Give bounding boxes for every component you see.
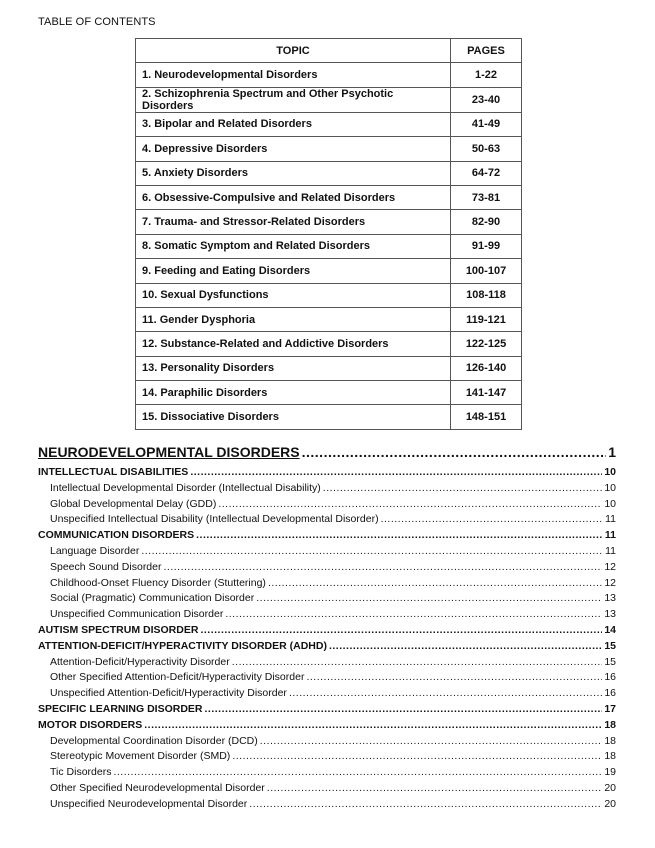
toc-section-entry[interactable] (38, 702, 616, 718)
toc-leader-dots (302, 441, 607, 463)
toc-subsection-entry[interactable] (38, 591, 616, 607)
pages-cell: 100-107 (451, 259, 522, 283)
pages-cell: 82-90 (451, 210, 522, 234)
toc-leader-dots (144, 718, 602, 734)
topic-cell: 10. Sexual Dysfunctions (136, 283, 451, 307)
toc-entry-label: Other Specified Attention-Deficit/Hyperactivity Disorder (50, 671, 305, 684)
toc-entry-page: 11 (605, 544, 616, 557)
pages-cell: 126-140 (451, 356, 522, 380)
toc-leader-dots (249, 797, 602, 813)
pages-cell: 119-121 (451, 307, 522, 331)
toc-entry-page: 18 (604, 734, 616, 747)
topics-table-body (136, 63, 522, 429)
table-row (136, 356, 522, 380)
toc-subsection-entry[interactable] (38, 781, 616, 797)
toc-entry-label: AUTISM SPECTRUM DISORDER (38, 623, 199, 636)
toc-leader-dots (196, 528, 603, 544)
toc-entry-page: 19 (604, 766, 616, 779)
topic-cell: 1. Neurodevelopmental Disorders (136, 63, 451, 87)
toc-entry-page: 15 (604, 655, 616, 668)
topic-cell: 15. Dissociative Disorders (136, 405, 451, 429)
toc-subsection-entry[interactable] (38, 797, 616, 813)
topic-cell: 14. Paraphilic Disorders (136, 381, 451, 405)
toc-entry-label: Unspecified Communication Disorder (50, 608, 224, 621)
toc-entry-page: 10 (604, 481, 616, 494)
toc-leader-dots (381, 512, 604, 528)
toc-entry-label: INTELLECTUAL DISABILITIES (38, 466, 189, 478)
pages-cell: 91-99 (451, 234, 522, 258)
toc-entry-page: 18 (604, 750, 616, 763)
toc-leader-dots (225, 607, 602, 623)
toc-entry-label: Developmental Coordination Disorder (DCD) (50, 734, 258, 747)
toc-entry-page: 20 (604, 797, 616, 810)
toc-entry-page: 12 (604, 576, 616, 589)
table-row (136, 381, 522, 405)
toc-leader-dots (218, 497, 602, 513)
table-header-row (136, 39, 522, 63)
toc-entry-label: Speech Sound Disorder (50, 560, 162, 573)
toc-subsection-entry[interactable] (38, 655, 616, 671)
toc-chapter-entry[interactable] (38, 441, 616, 463)
toc-leader-dots (268, 576, 602, 592)
toc-subsection-entry[interactable] (38, 497, 616, 513)
pages-column-header: PAGES (451, 39, 522, 63)
pages-cell: 148-151 (451, 405, 522, 429)
toc-subsection-entry[interactable] (38, 734, 616, 750)
toc-section-entry[interactable] (38, 718, 616, 734)
toc-entry-page: 11 (605, 513, 616, 526)
toc-entry-label: SPECIFIC LEARNING DISORDER (38, 702, 203, 715)
table-row (136, 137, 522, 161)
toc-entry-label: ATTENTION-DEFICIT/HYPERACTIVITY DISORDER (ADHD) (38, 639, 327, 652)
toc-entry-label: Childhood-Onset Fluency Disorder (Stuttering) (50, 576, 266, 589)
toc-entry-page: 13 (604, 608, 616, 621)
topics-table (135, 38, 522, 430)
toc-entry-page: 11 (604, 529, 616, 542)
toc-subsection-entry[interactable] (38, 512, 616, 528)
pages-cell: 122-125 (451, 332, 522, 356)
toc-entry-page: 16 (604, 687, 616, 700)
toc-entry-label: Attention-Deficit/Hyperactivity Disorder (50, 655, 230, 668)
toc-subsection-entry[interactable] (38, 560, 616, 576)
toc-entry-label: Intellectual Developmental Disorder (Intellectual Disability) (50, 481, 321, 494)
table-row (136, 87, 522, 112)
toc-entry-page: 15 (604, 639, 616, 652)
toc-leader-dots (289, 686, 602, 702)
topic-cell: 5. Anxiety Disorders (136, 161, 451, 185)
toc-entry-page: 1 (608, 444, 616, 460)
toc-leader-dots (306, 670, 602, 686)
toc-leader-dots (232, 749, 602, 765)
toc-entry-label: Unspecified Intellectual Disability (Intellectual Developmental Disorder) (50, 513, 379, 526)
toc-entry-label: Global Developmental Delay (GDD) (50, 497, 217, 510)
toc-subsection-entry[interactable] (38, 765, 616, 781)
pages-cell: 108-118 (451, 283, 522, 307)
toc-entry-page: 16 (604, 671, 616, 684)
pages-cell: 50-63 (451, 137, 522, 161)
table-row (136, 210, 522, 234)
topic-cell: 3. Bipolar and Related Disorders (136, 112, 451, 136)
topic-column-header: TOPIC (136, 39, 451, 63)
table-row (136, 283, 522, 307)
topic-cell: 11. Gender Dysphoria (136, 307, 451, 331)
topic-cell: 9. Feeding and Eating Disorders (136, 259, 451, 283)
page-heading: TABLE OF CONTENTS (38, 16, 156, 28)
toc-entry-page: 17 (604, 702, 616, 715)
toc-leader-dots (190, 465, 602, 481)
toc-entry-page: 10 (604, 497, 616, 510)
topic-cell: 13. Personality Disorders (136, 356, 451, 380)
toc-leader-dots (164, 560, 603, 576)
table-row (136, 161, 522, 185)
toc-subsection-entry[interactable] (38, 576, 616, 592)
toc-entry-label: Other Specified Neurodevelopmental Disorder (50, 781, 265, 794)
toc-leader-dots (232, 655, 603, 671)
toc-subsection-entry[interactable] (38, 749, 616, 765)
pages-cell: 64-72 (451, 161, 522, 185)
table-row (136, 112, 522, 136)
toc-entry-page: 20 (604, 781, 616, 794)
toc-entry-label: MOTOR DISORDERS (38, 718, 143, 731)
toc-entry-page: 18 (604, 718, 616, 731)
table-row (136, 332, 522, 356)
toc-leader-dots (323, 481, 603, 497)
toc-entry-page: 13 (604, 592, 616, 605)
toc-subsection-entry[interactable] (38, 544, 616, 560)
toc-entry-label: NEURODEVELOPMENTAL DISORDERS (38, 444, 300, 460)
toc-leader-dots (200, 623, 602, 639)
toc-entry-page: 14 (604, 623, 616, 636)
toc-section-entry[interactable] (38, 528, 616, 544)
topic-cell: 6. Obsessive-Compulsive and Related Disorders (136, 185, 451, 209)
pages-cell: 141-147 (451, 381, 522, 405)
toc-leader-dots (329, 639, 602, 655)
toc-entry-label: Tic Disorders (50, 766, 112, 779)
toc-leader-dots (256, 591, 602, 607)
toc-leader-dots (141, 544, 603, 560)
table-row (136, 405, 522, 429)
table-row (136, 234, 522, 258)
topic-cell: 4. Depressive Disorders (136, 137, 451, 161)
toc-entry-label: Language Disorder (50, 544, 140, 557)
table-row (136, 307, 522, 331)
toc-subsection-entry[interactable] (38, 607, 616, 623)
toc-leader-dots (113, 765, 602, 781)
toc-entry-label: COMMUNICATION DISORDERS (38, 529, 195, 542)
toc-entry-page: 10 (604, 466, 616, 478)
topic-cell: 8. Somatic Symptom and Related Disorders (136, 234, 451, 258)
toc-list (38, 441, 616, 813)
toc-subsection-entry[interactable] (38, 686, 616, 702)
toc-entry-label: Social (Pragmatic) Communication Disorder (50, 592, 255, 605)
topic-cell: 7. Trauma- and Stressor-Related Disorders (136, 210, 451, 234)
pages-cell: 23-40 (451, 87, 522, 112)
table-row (136, 259, 522, 283)
table-row (136, 63, 522, 87)
topic-cell: 2. Schizophrenia Spectrum and Other Psychotic Disorders (136, 87, 451, 112)
toc-entry-page: 12 (604, 560, 616, 573)
pages-cell: 1-22 (451, 63, 522, 87)
table-row (136, 185, 522, 209)
toc-leader-dots (205, 702, 603, 718)
topic-cell: 12. Substance-Related and Addictive Disorders (136, 332, 451, 356)
toc-section-entry[interactable] (38, 639, 616, 655)
toc-leader-dots (260, 734, 603, 750)
pages-cell: 73-81 (451, 185, 522, 209)
toc-subsection-entry[interactable] (38, 670, 616, 686)
toc-subsection-entry[interactable] (38, 481, 616, 497)
toc-entry-label: Stereotypic Movement Disorder (SMD) (50, 750, 231, 763)
toc-section-entry[interactable] (38, 623, 616, 639)
toc-entry-label: Unspecified Neurodevelopmental Disorder (50, 797, 248, 810)
pages-cell: 41-49 (451, 112, 522, 136)
toc-leader-dots (267, 781, 603, 797)
toc-section-entry[interactable] (38, 465, 616, 481)
toc-entry-label: Unspecified Attention-Deficit/Hyperactivity Disorder (50, 687, 287, 700)
